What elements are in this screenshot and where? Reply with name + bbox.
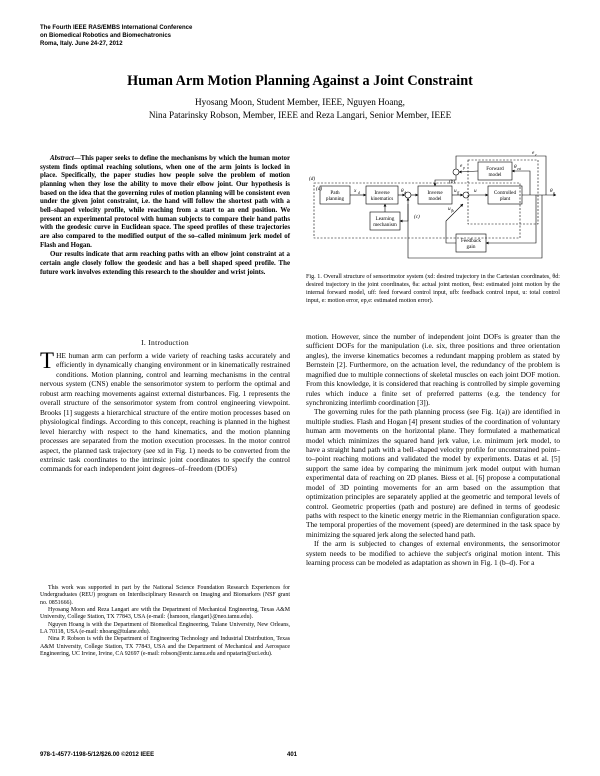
footer-page-number: 401 [287,752,298,758]
footnote-moon-langari: Hyosang Moon and Reza Langari are with the Department of Mechanical Engineering, Texas A&M University, College Station, TX 77843, USA (e-mail: {hsmoon, rlangari}@neo.tamu.edu). [40,607,290,621]
intro-paragraph-text: HE human arm can perform a wide variety of reaching tasks accurately and efficiently in dynamically changing environment or in kinematically restrained conditions. Motion planning, control and learning mechanisms in the central nervous system (CNS) enable the sensorimotor system to perform the optimal and robust arm reaching movements against external disturbances. Fig. 1 represents the overall structure of the sensorimotor system from control engineering viewpoint. Brooks [1] suggests a hierarchical structure of the entire motion processes based on physiological findings. According to this concept, reaching is planned in the highest level hierarchy with respect to the hand kinematics, and the motion planning processes are separated from the motion execution processes. In the motor control aspect, the planned task trajectory (see xd in Fig. 1) needs to be converted from the extrinsic task coordinates to the intrinsic joint coordinates to specify the control commands for each independent joint degrees–of–freedom (DOFs) [40,351,290,474]
controlled-plant-label-1: Controlled [493,190,517,196]
abstract [40,155,290,278]
path-planning-label-1: Path [330,190,340,196]
authors-line-1: Hyosang Moon, Student Member, IEEE, Nguyen Hoang, [195,97,405,107]
sum-junction-3 [453,169,459,175]
figure-1-block-diagram [306,150,560,272]
label-c: (c) [414,214,420,220]
inverse-kinematics-label-1: Inverse [374,190,390,196]
feedback-gain-label-2: gain [466,244,476,250]
signal-ep: e [460,163,463,169]
section-heading-introduction: I. Introduction [141,338,189,347]
footnotes [40,585,290,658]
forward-model-label-1: Forward [486,166,504,172]
inverse-model-label-2: model [428,196,442,202]
label-d: (d) [309,176,316,182]
svg-text:d: d [358,191,360,195]
label-b: (b) [449,179,456,185]
authors-line-2: Nina Patarinsky Robson, Member, IEEE and Reza Langari, Senior Member, IEEE [148,110,452,120]
signal-xd: x [354,188,357,194]
abstract-paragraph-1 [40,155,290,250]
right-paragraph-3: If the arm is subjected to changes of external environments, the sensorimotor system needs to be modified to achieve the subject's original motion intent. This learning process can be modeled as adaptation as shown in Fig. 1 (b–d). For a [306,539,560,568]
path-planning-label-2: planning [325,196,345,202]
signal-theta-d: θ [401,188,404,194]
inverse-kinematics-label-2: kinematics [370,196,394,202]
footnote-hoang: Nguyen Hoang is with the Department of Biomedical Engineering, Tulane University, New Orleans, LA 70118, USA (e-mail: nhoang@tulane.edu). [40,621,290,636]
drop-cap: T [40,348,55,373]
footnote-robson: Nina P. Robson is with the Department of Engineering Technology and Industrial Distribution, Texas A&M University, College Station, TX 77843, USA and the Department of Mechanical and Aerospace Engineering, UC Irvine, Irvine, CA 92697 (e-mail: robson@entc.tamu.edu and npatarin@uci.edu). [40,636,290,658]
feedback-gain-label-1: Feedback [461,238,481,244]
introduction-text [40,348,290,474]
abstract-text-1: —This paper seeks to define the mechanisms by which the human motor system finds optimal reaching solutions, when one of the arm joints is locked in place. Specifically, the paper studies how people solve the problem of motion planning when they lose the ability to move their elbow joint. Our hypothesis is based on the idea that the governing rules of motion planning will be consistent even under the given joint constraint, i.e. the hand will follow the shortest path with a bell–shaped velocity profile, while reaching from a start to an end position. We present an experimental protocol with human subjects to compare their hand paths with the geodesic curve in Euclidean space. The speed profiles of these trajectories are also compared to the modified output of the so–called minimum jerk model of Flash and Hogan. [40,155,290,249]
svg-text:e: e [535,153,537,157]
svg-text:a: a [553,191,555,195]
learning-mechanism-label-2: mechanism [373,222,397,228]
controlled-plant-label-2: plant [499,196,511,202]
signal-ufb: u [448,206,451,212]
inverse-model-label-1: Inverse [427,190,443,196]
signal-u: u [474,188,477,194]
intro-paragraph [40,348,290,474]
paper-title: Human Arm Motion Planning Against a Joint Constraint [127,73,473,89]
outer-loop-frame [314,183,520,238]
signal-theta-est: θ [514,164,517,170]
learning-mechanism-label-1: Learning [375,216,395,222]
svg-text:p: p [463,166,465,170]
forward-model-label-2: model [488,172,502,178]
signal-theta-a: θ [550,188,553,194]
svg-text:est: est [517,167,521,171]
svg-text:d: d [404,191,406,195]
conference-line-2: on Biomedical Robotics and Biomechatronics [40,33,172,39]
sum-junction-1 [405,192,411,198]
signal-uff: u [454,188,457,194]
abstract-paragraph-2: Our results indicate that arm reaching paths with an elbow joint constraint at a certain angle closely follow the geodesic and has a bell shaped speed profile. The future work involves extending this research to the shoulder and wrist joints. [40,251,290,276]
right-paragraph-1: motion. However, since the number of independent joint DOFs is greater than the sufficient DOFs for the manipulation (i.e. six, three positions and three orientation angles), the inverse kinematics becomes a redundant mapping problem as stated by Bernstein [2]. Furthermore, on the actuation level, the redundancy of the problem is magnified due to multiple connections of skeletal muscles on each joint DOF motion. From this knowledge, it is considered that reaching is controlled by simple governing rules which induce a finite set of preferred patterns (e.g. the tendency for synchronizing interlimb coordination [3]). [306,332,560,407]
svg-text:ff: ff [457,191,459,195]
abstract-label: Abstract [50,155,74,162]
footnote-funding: This work was supported in part by the National Science Foundation Research Experiences for Undergraduates (REU) program on Interdisciplinary Research on Imaging and Biomarkers (NSF grant no. 0851666). [40,585,290,606]
signal-ee: e [532,150,535,156]
conference-line-1: The Fourth IEEE RAS/EMBS International Conference [40,25,193,31]
right-column-text [306,332,560,568]
label-a: (a) [316,186,323,192]
block-diagram-svg [306,150,560,272]
conference-header [40,24,300,48]
conference-line-3: Roma, Italy. June 24-27, 2012 [40,41,123,47]
footer-isbn: 978-1-4577-1198-5/12/$26.00 ©2012 IEEE [40,752,155,758]
svg-text:fb: fb [451,209,454,213]
author-block [30,96,570,122]
right-paragraph-2: The governing rules for the path planning process (see Fig. 1(a)) are identified in multiple studies. Flash and Hogan [4] present studies of the coordination of voluntary human arm movements on the horizontal plane. They formulated a mathematical model which minimizes the squared hand jerk value, i.e. minimum jerk model, to have a straight hand path with a bell–shaped velocity profile for unconstrained point–to–point reaching motions and validated the model by experiments. Datas et al. [5] support the same idea by comparing the minimum jerk model output with human experimental data of reaching on 2D planes. Biess et al. [6] propose a computational model of 3D pointing movements for an arm based on the assumption that optimization principles are separately applied at the geometric and temporal levels of control. Geometric properties (path and posture) are defined in terms of geodesic paths with respect to the kinetic energy metric in the Riemannian configuration space. The temporal properties of the movement (speed) are determined in the task space by minimizing the squared jerk along the selected hand path. [306,407,560,539]
figure-1-caption: Fig. 1. Overall structure of sensorimotor system (xd: desired trajectory in the Cartesian coordinates, θd: desired trajectory in the joint coordinates, θa: actual joint motion, θest: estimated joint motion by the internal forward model, uff: feed forward control input, ufb: feedback control input, u: total control input, e: motion error, ep,e: estimated motion error). [306,274,560,304]
